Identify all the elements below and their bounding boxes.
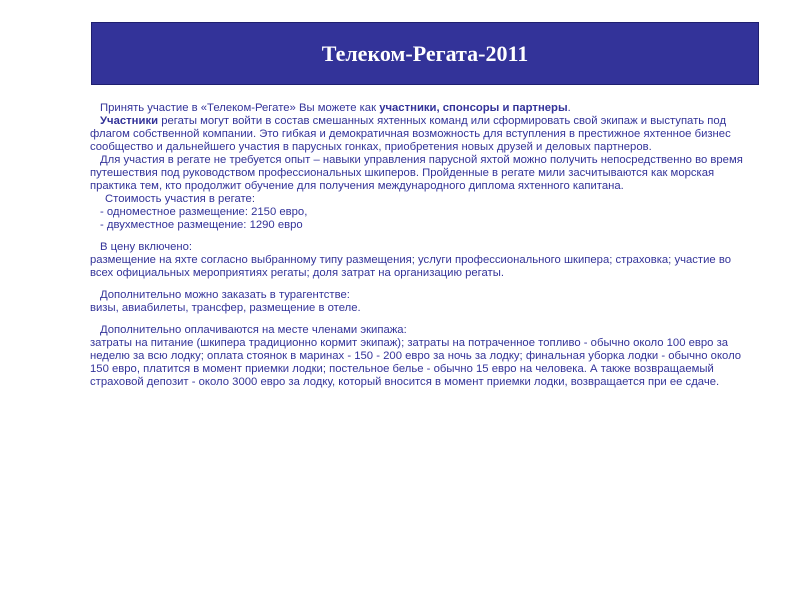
cost-double: - двухместное размещение: 1290 евро (100, 219, 303, 231)
main-content (90, 102, 755, 389)
onsite-block (90, 324, 755, 389)
intro-end: . (567, 102, 571, 114)
agency-heading: Дополнительно можно заказать в турагентстве: (100, 289, 350, 301)
agency-text: визы, авиабилеты, трансфер, размещение в отеле. (90, 302, 361, 314)
participants-text: регаты могут войти в состав смешанных яхтенных команд или сформировать свой экипаж и выступать под флагом собственной компании. Это гибкая и демократичная возможность для вступления в престижное яхтенное бизнес сообщество и дальнейшего участия в парусных гонках, приобретения новых друзей и деловых партнеров. (90, 115, 731, 153)
included-text: размещение на яхте согласно выбранному типу размещения; услуги профессионального шкипера; страховка; участие во всех официальных мероприятиях регаты; доля затрат на организацию регаты. (90, 254, 731, 279)
intro-paragraph (90, 102, 755, 115)
cost-single: - одноместное размещение: 2150 евро, (100, 206, 308, 218)
onsite-text: затраты на питание (шкипера традиционно кормит экипаж); затраты на потраченное топливо - обычно около 100 евро за неделю за всю лодку; оплата стоянок в маринах - 150 - 200 евро за ночь за лодку; финальная уборка лодки - обычно около 150 евро, платится в момент приемки лодки; постельное белье - обычно 15 евро на человека. А также возвращаемый страховой депозит - около 3000 евро за лодку, который вносится в момент приемки лодки, возвращается при ее сдаче. (90, 337, 742, 388)
experience-paragraph: Для участия в регате не требуется опыт – навыки управления парусной яхтой можно получить непосредственно во время путешествия под руководством профессиональных шкиперов. Пройденные в регате мили засчитываются как морская практика тем, кто продолжит обучение для получения международного диплома яхтенного капитана. (90, 154, 743, 192)
participants-bold: Участники (100, 115, 159, 127)
title-banner (91, 22, 759, 85)
page-title: Телеком-Регата-2011 (321, 40, 529, 66)
intro-bold: участники, спонсоры и партнеры (379, 102, 568, 114)
intro-text: Принять участие в «Телеком-Регате» Вы можете как (100, 102, 380, 114)
participants-paragraph (90, 115, 755, 154)
agency-block (90, 289, 755, 315)
onsite-heading: Дополнительно оплачиваются на месте членами экипажа: (100, 324, 407, 336)
included-block (90, 241, 755, 280)
included-heading: В цену включено: (100, 241, 193, 253)
cost-heading: Стоимость участия в регате: (105, 193, 255, 205)
